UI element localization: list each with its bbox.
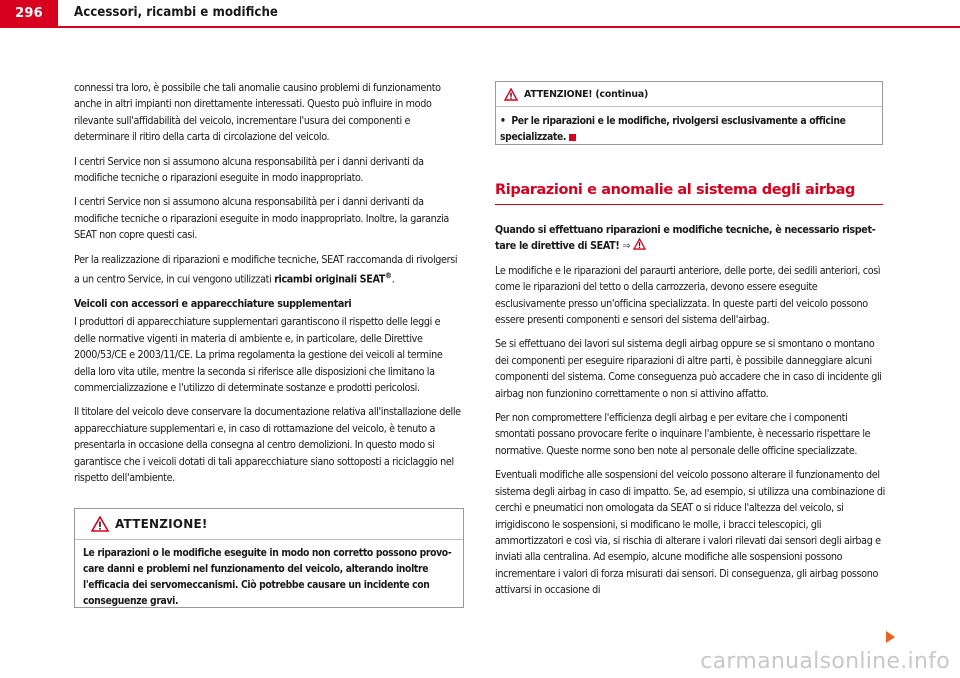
- section-divider: [495, 204, 883, 205]
- warning-continued-title: ATTENZIONE! (continua): [524, 88, 649, 100]
- subheading: Veicoli con accessori e apparecchiature supplementari: [74, 297, 352, 311]
- header-divider: [58, 26, 960, 28]
- paragraph: Per non compromettere l'efficienza degli airbag e per evitare che i componenti smontati possano provocare ferite o inquinare l'ambiente, è necessario rispettare le normative. Queste norme sono ben note al personale delle officine specializzate.: [495, 411, 871, 457]
- warning-triangle-icon: [504, 88, 518, 101]
- paragraph: Se si effettuano dei lavori sul sistema degli airbag oppure se si smontano o montano dei componenti per eseguire riparazioni di altre parti, è possibile danneggiare alcuni componenti del sistema. Come conseguenza può accadere che in caso di incidente gli airbag non funzionino correttamente o non si attivino affatto.: [495, 337, 882, 400]
- bullet: •: [500, 115, 506, 127]
- warning-triangle-icon: [91, 516, 109, 532]
- paragraph: I produttori di apparecchiature supplementari garantiscono il rispetto delle leggi e delle normative vigenti in materia di ambiente e, in particolare, delle Direttive 2000/53/CE e 2003/11/CE. La prima regolamenta la gestione dei veicoli al termine della loro vita utile, mentre la seconda si riferisce alle disposizioni che limitano la commercializzazione e l'utilizzo di determinate sostanze e prodotti pericolosi.: [74, 315, 443, 395]
- paragraph: I centri Service non si assumono alcuna responsabilità per i danni derivanti da modifiche tecniche o riparazioni eseguite in modo inappropriato.: [74, 154, 424, 185]
- paragraph: Il titolare del veicolo deve conservare la documentazione relativa all'installazione delle apparecchiature supplementari e, in caso di rottamazione del veicolo, è tenuto a presentarla in occasione della consegna al centro demolizioni. In questo modo si garantisce che i veicoli dotati di tali apparecchiature siano sottoposti a riciclaggio nel rispetto dell'ambiente.: [74, 405, 461, 485]
- page-header: [0, 0, 960, 28]
- next-page-arrow-icon: [886, 631, 895, 643]
- watermark: carmanualsonline.info: [700, 649, 950, 674]
- section-title: Riparazioni e anomalie al sistema degli airbag: [495, 182, 855, 198]
- paragraph: Le modifiche e le riparazioni del paraurti anteriore, delle porte, dei sedili anteriori, così come le riparazioni del tetto o della carrozzeria, devono essere eseguite esclusivamente presso un'officina specializzata. In queste parti del veicolo possono essere presenti componenti e sensori del sistema dell'airbag.: [495, 263, 881, 327]
- warning-continued-text: • Per le riparazioni e le modifiche, rivolgersi esclusivamente a officine specializzate.: [500, 115, 846, 143]
- end-marker-icon: [569, 134, 576, 141]
- warning-continued-box: [495, 81, 883, 145]
- paragraph: Eventuali modifiche alle sospensioni del veicolo possono alterare il funzionamento del sistema degli airbag in caso di impatto. Se, ad esempio, si utilizza una combinazione di cerchi e pneumatici non omologata da SEAT o si riduce l'altezza del veicolo, si irrigidiscono le sospensioni, si modificano le molle, i bracci telescopici, gli ammortizzatori e così via, si rischia di alterare i valori rilevati dai sensori degli airbag e inviati alla centralina. Ad esempio, alcune modifiche alle sospensioni possono incrementare i valori di forza misurati dai sensori. Di conseguenza, gli airbag possono attivarsi in occasione di: [495, 468, 885, 597]
- section-intro: Quando si effettuano riparazioni e modifiche tecniche, è necessario rispettare le direttive di SEAT! ⇒: [495, 223, 876, 253]
- reference-arrow: ⇒: [622, 239, 631, 253]
- paragraph: connessi tra loro, è possibile che tali anomalie causino problemi di funzionamento anche in altri impianti non direttamente interessati. Questo può influire in modo rilevante sull'affidabilità del veicolo, incrementare l'usura dei componenti e determinare il ritiro della carta di circolazione del veicolo.: [74, 81, 441, 144]
- paragraph: I centri Service non si assumono alcuna responsabilità per i danni derivanti da modifiche tecniche o riparazioni eseguite in modo inappropriato. Inoltre, la garanzia SEAT non copre questi casi.: [74, 195, 449, 242]
- paragraph: Per la realizzazione di riparazioni e modifiche tecniche, SEAT raccomanda di rivolgersi a un centro Service, in cui vengono utilizzati ricambi originali SEAT®.: [74, 252, 458, 286]
- warning-triangle-icon: [633, 238, 646, 250]
- page-number: 296: [0, 0, 58, 28]
- warning-box: [74, 508, 464, 608]
- left-column: [74, 80, 462, 495]
- warning-header: [75, 509, 463, 540]
- page-title: Accessori, ricambi e modifiche: [74, 4, 278, 20]
- warning-text: Le riparazioni o le modifiche eseguite in modo non corretto possono provocare danni e problemi nel funzionamento del veicolo, alterando inoltre l'efficacia dei servomeccanismi. Ciò potrebbe causare un incidente con conseguenze gravi.: [83, 547, 452, 607]
- warning-title: ATTENZIONE!: [115, 517, 208, 531]
- warning-continued-header: [496, 82, 882, 107]
- genuine-parts-text: ricambi originali SEAT: [274, 272, 385, 286]
- right-column: [495, 222, 885, 607]
